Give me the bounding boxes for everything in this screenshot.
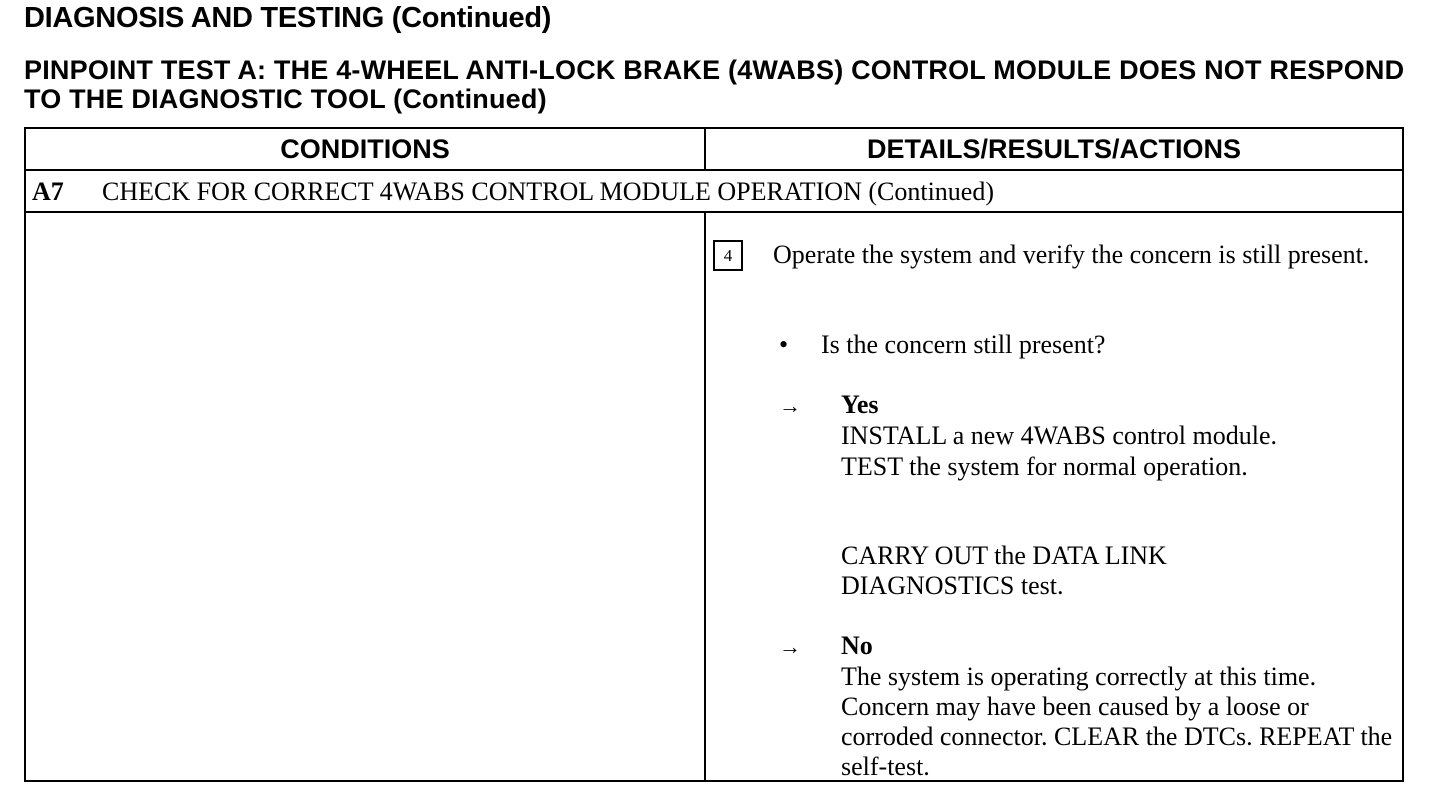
yes-label: Yes bbox=[841, 390, 879, 419]
pinpoint-test-title: PINPOINT TEST A: THE 4-WHEEL ANTI-LOCK BRAKE (4WABS) CONTROL MODULE DOES NOT RESPOND TO THE DIAGNOSTIC TOOL (Continued) bbox=[24, 55, 1405, 114]
yes-action-1: INSTALL a new 4WABS control module. bbox=[841, 421, 1277, 450]
step-title: CHECK FOR CORRECT 4WABS CONTROL MODULE OPERATION (Continued) bbox=[102, 177, 994, 206]
instruction-text: Operate the system and verify the concern is still present. bbox=[773, 240, 1370, 269]
no-label: No bbox=[841, 631, 873, 660]
yes-action-2: TEST the system for normal operation. bbox=[841, 452, 1248, 481]
no-action-text: The system is operating correctly at this time. Concern may have been caused by a loose or corroded connector. CLEAR the DTCs. REPEAT the self-test. bbox=[841, 662, 1393, 781]
header-divider bbox=[26, 169, 1402, 171]
column-divider-header bbox=[704, 129, 706, 169]
bullet-icon: • bbox=[779, 330, 789, 359]
no-arrow-icon: → bbox=[779, 634, 801, 659]
step-number-box: 4 bbox=[713, 240, 743, 271]
column-header-details: DETAILS/RESULTS/ACTIONS bbox=[866, 134, 1241, 164]
yes-action-3: CARRY OUT the DATA LINK DIAGNOSTICS test. bbox=[841, 541, 1167, 600]
yes-arrow-icon: → bbox=[779, 393, 801, 418]
section-title: DIAGNOSIS AND TESTING (Continued) bbox=[24, 2, 552, 34]
step-id: A7 bbox=[32, 177, 64, 206]
column-header-conditions: CONDITIONS bbox=[280, 134, 450, 164]
step-divider bbox=[26, 211, 1402, 213]
step-row bbox=[32, 173, 994, 211]
pinpoint-test-table bbox=[24, 127, 1404, 782]
question-text: Is the concern still present? bbox=[821, 330, 1106, 359]
column-divider-body bbox=[704, 213, 706, 780]
